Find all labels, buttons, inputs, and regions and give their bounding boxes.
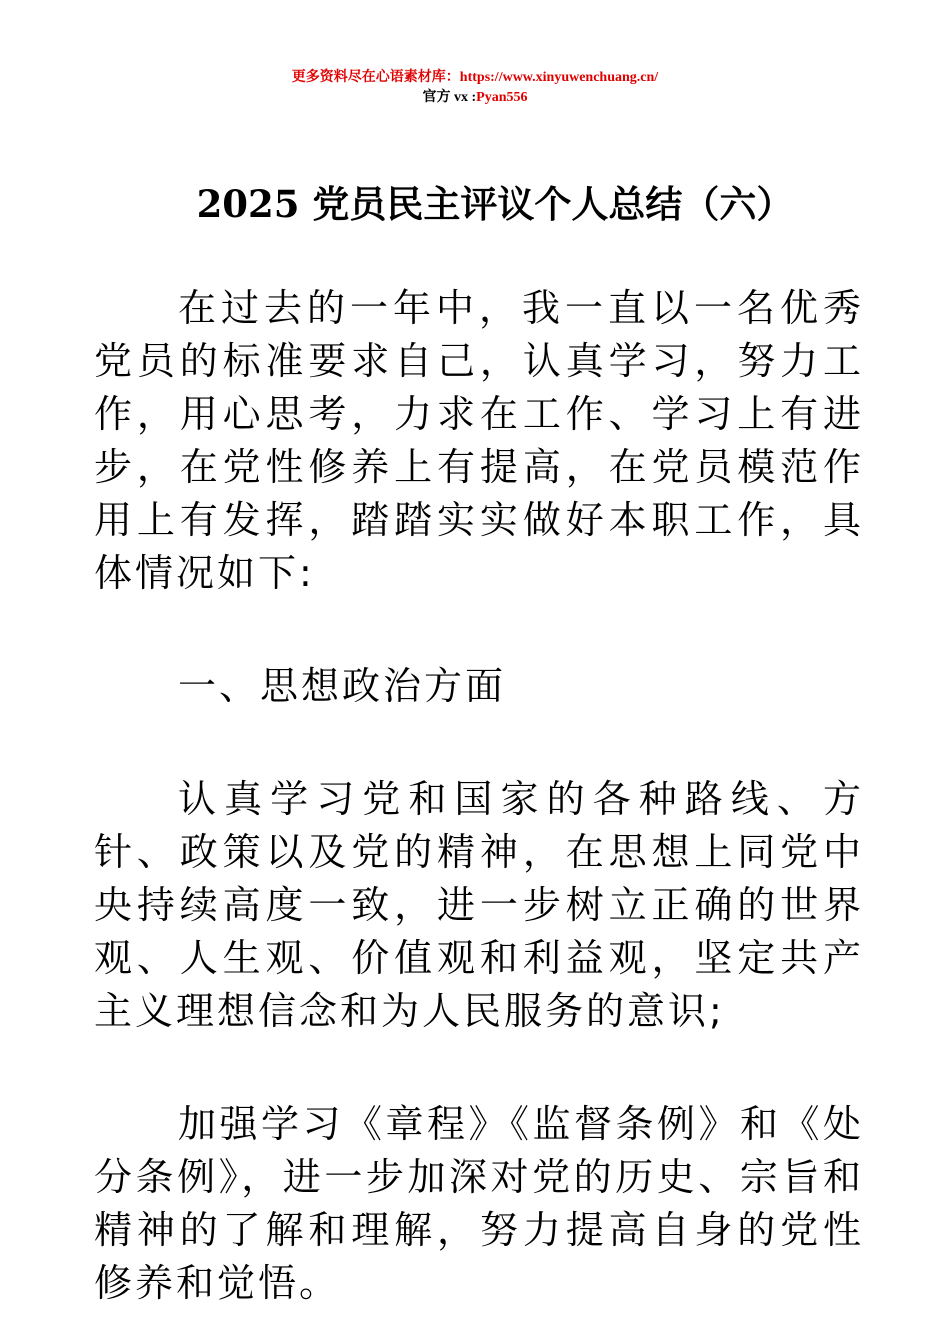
header-contact-value: Pyan556: [476, 90, 528, 105]
section-heading: 一、思想政治方面: [178, 664, 507, 708]
paragraph-study: 认真学习党和国家的各种路线、方针、政策以及党的精神，在思想上同党中央持续高度一致，进一步树立正确的世界观、人生观、价值观和利益观，坚定共产主义理想信念和为人民服务的意识;: [94, 777, 864, 1033]
paragraph-regulations: 加强学习《章程》《监督条例》和《处分条例》，进一步加深对党的历史、宗旨和精神的了解和理解，努力提高自身的党性修养和觉悟。: [94, 1102, 864, 1305]
header-source-label: 更多资料尽在心语素材库：: [291, 70, 460, 85]
header-contact-line: [0, 88, 950, 108]
paragraph-intro: 在过去的一年中，我一直以一名优秀党员的标准要求自己，认真学习，努力工作，用心思考，力求在工作、学习上有进步，在党性修养上有提高，在党员模范作用上有发挥，踏踏实实做好本职工作，具体情况如下:: [94, 286, 864, 595]
header-source-line: [0, 68, 950, 88]
document-body: [94, 282, 864, 1310]
header-contact-label: 官方 vx :: [422, 90, 477, 105]
page-header: [0, 68, 950, 108]
header-source-link[interactable]: https://www.xinyuwenchuang.cn/: [459, 70, 659, 85]
document-title: 2025 党员民主评议个人总结（六）: [196, 182, 794, 226]
